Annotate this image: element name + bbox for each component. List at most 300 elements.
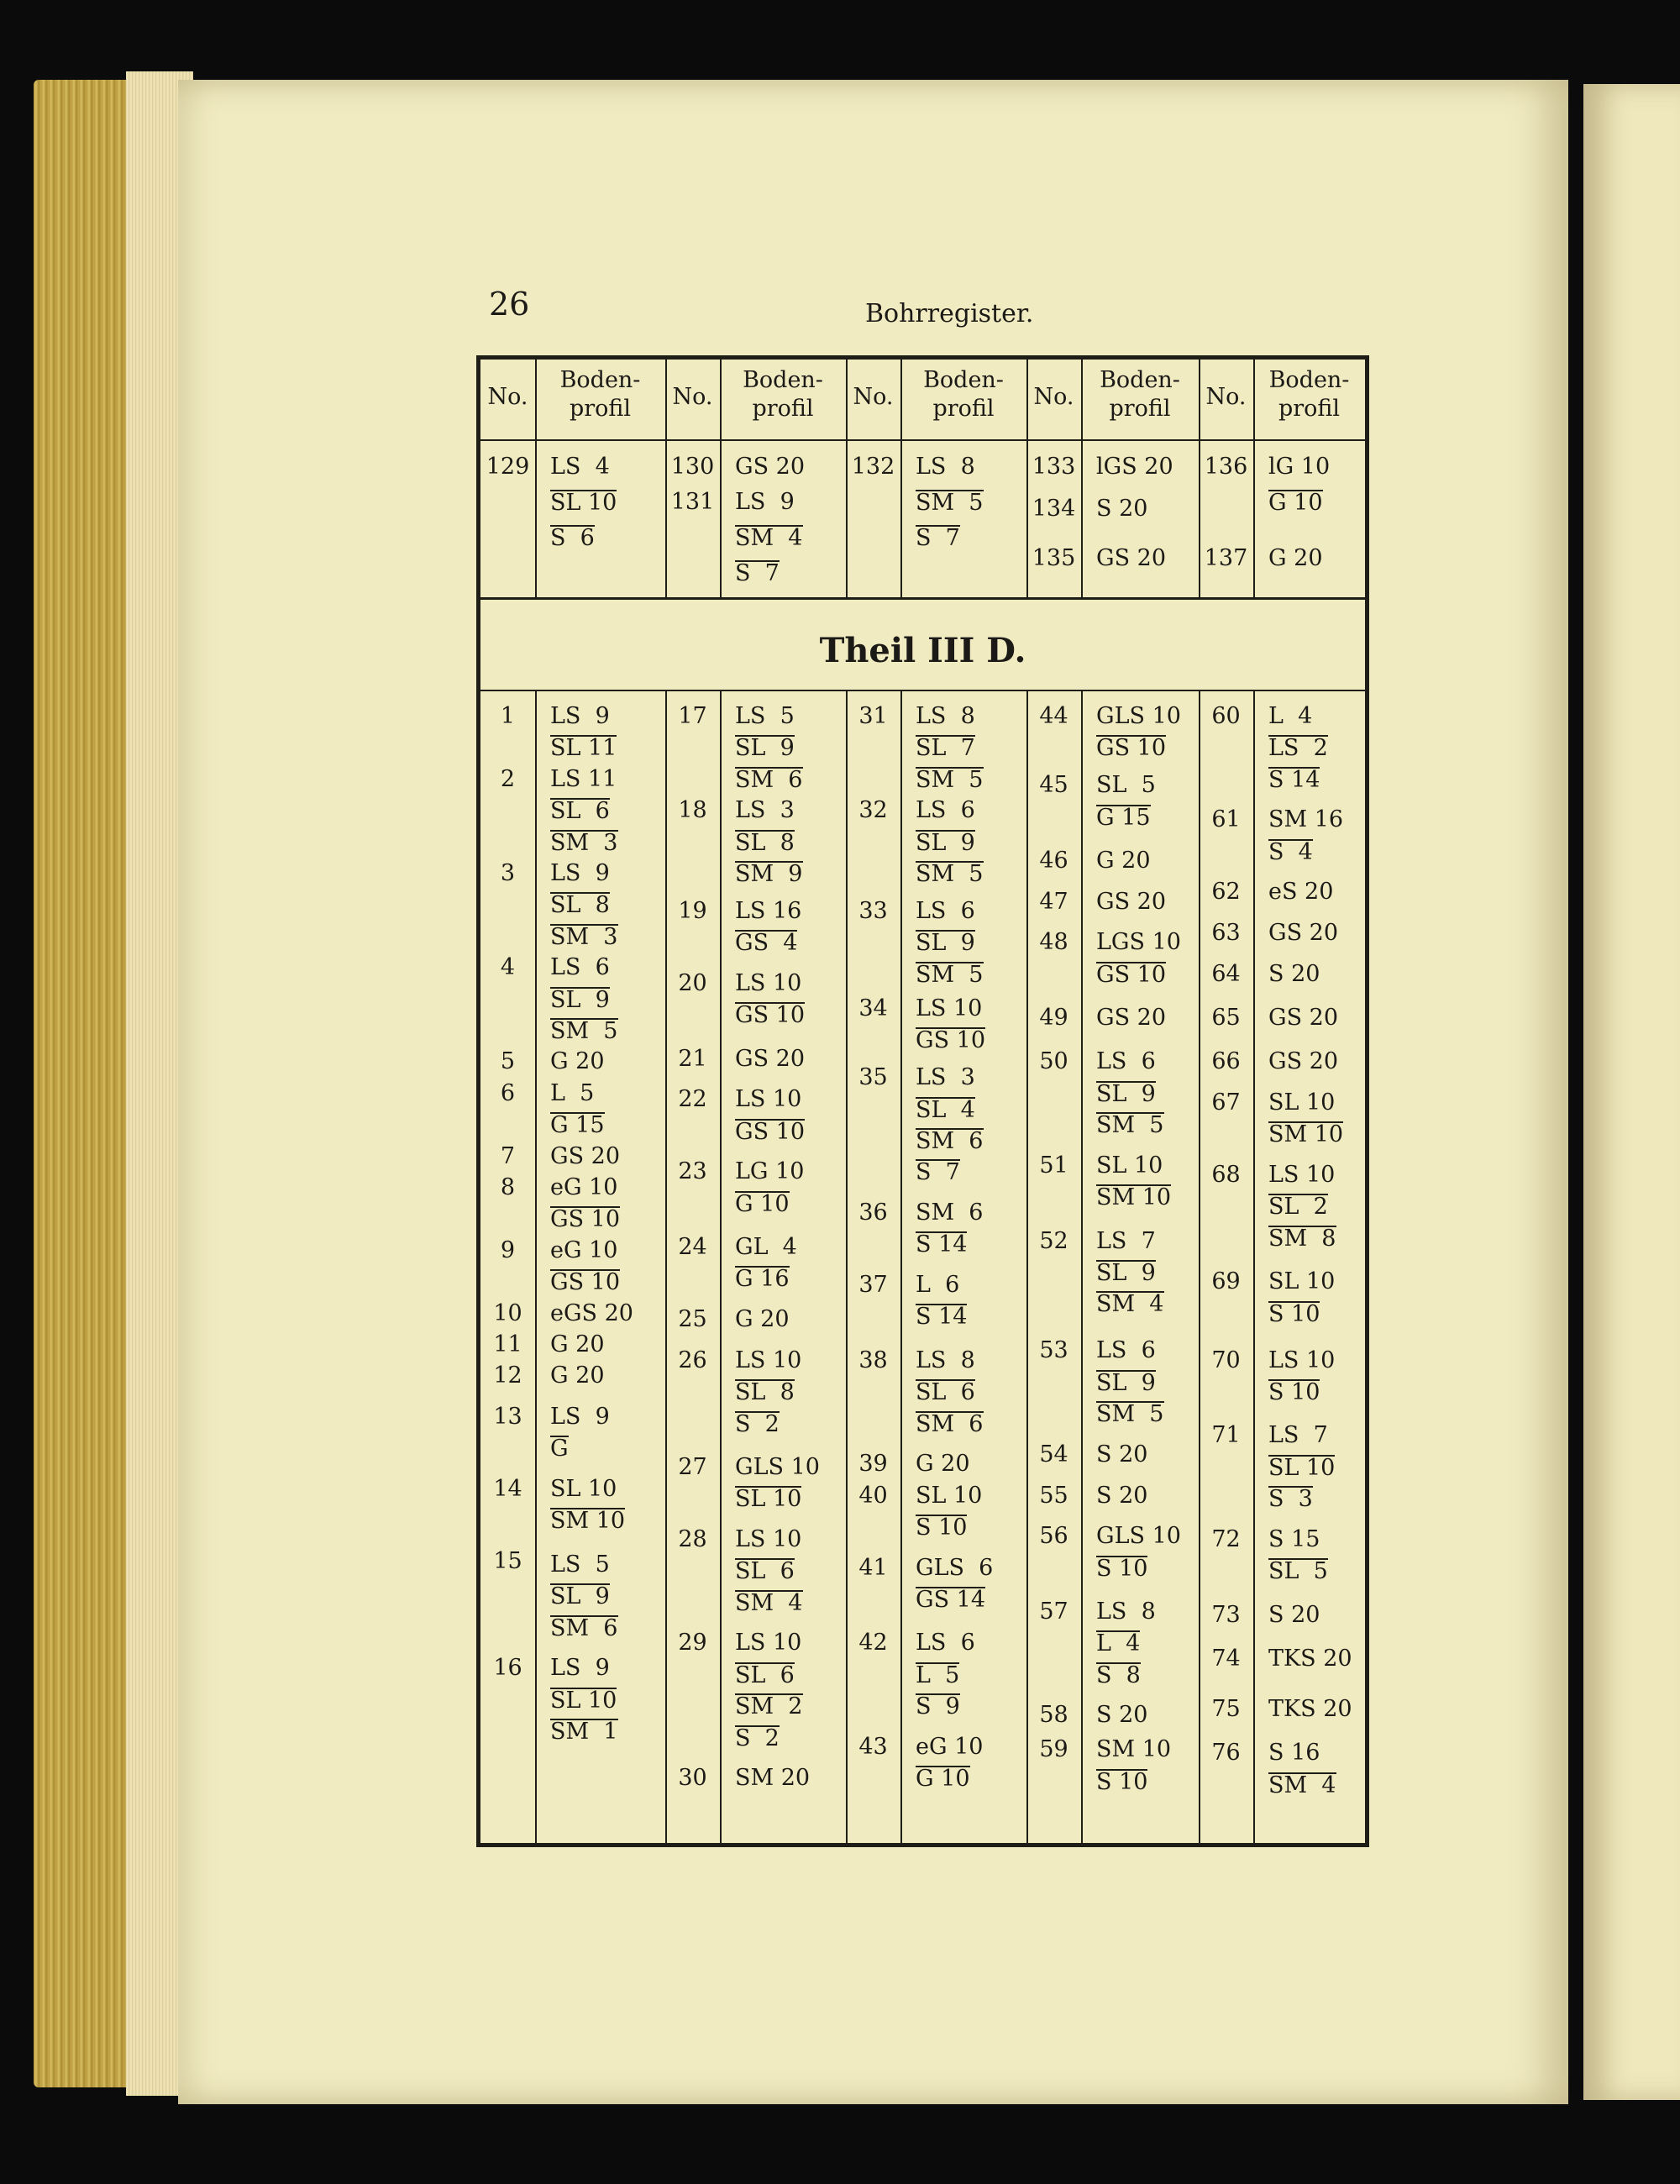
profile-fraction-line: GS 10 — [1096, 735, 1167, 762]
soil-profile: LS 11 — [550, 765, 617, 792]
profile-fraction-line: S 10 — [1096, 1555, 1148, 1582]
profile-fraction-line: SM 5 — [916, 861, 984, 887]
soil-profile — [916, 767, 984, 793]
soil-profile: lGS 20 — [1096, 454, 1173, 480]
boring-number: 76 — [1211, 1740, 1241, 1767]
profile-fraction-line: SL 6 — [735, 1662, 795, 1688]
boring-number: 38 — [858, 1347, 888, 1373]
section-title: Theil III D. — [819, 631, 1026, 670]
running-head: Bohrregister. — [865, 299, 1034, 328]
boring-number: 75 — [1211, 1695, 1241, 1722]
soil-profile — [916, 1027, 985, 1053]
soil-profile: LS 10 — [735, 1086, 802, 1113]
boring-number: 69 — [1211, 1268, 1241, 1295]
profile-fraction-line: S 14 — [916, 1304, 968, 1331]
soil-profile — [916, 1587, 985, 1613]
soil-profile: G 20 — [916, 1451, 970, 1478]
soil-profile: LS 6 — [916, 897, 975, 924]
profile-fraction-line: SL 11 — [550, 735, 617, 762]
section-rule — [480, 690, 1365, 691]
boring-number: 62 — [1211, 879, 1241, 906]
soil-profile — [735, 1558, 795, 1584]
boring-number: 32 — [858, 797, 888, 824]
profile-fraction-line: S 10 — [1096, 1768, 1148, 1795]
soil-profile — [735, 735, 795, 761]
soil-profile: LS 3 — [916, 1064, 975, 1091]
soil-profile: LS 6 — [916, 1630, 975, 1656]
profile-fraction-line: S 10 — [916, 1514, 968, 1541]
soil-profile: L 4 — [1268, 703, 1313, 729]
soil-profile — [916, 490, 984, 516]
profile-fraction-line: SM 3 — [550, 923, 618, 950]
soil-profile: LS 6 — [550, 954, 610, 981]
boring-number: 134 — [1032, 496, 1076, 522]
profile-fraction-line: SL 5 — [1268, 1558, 1328, 1585]
soil-profile: LS 9 — [550, 703, 610, 729]
soil-profile: GS 20 — [1096, 545, 1167, 572]
boring-number: 67 — [1211, 1089, 1241, 1116]
profile-fraction-line: SL 8 — [550, 892, 610, 919]
soil-profile: LS 10 — [1268, 1162, 1336, 1189]
boring-number: 18 — [678, 797, 707, 824]
soil-profile: GS 20 — [550, 1142, 621, 1169]
boring-number: 14 — [493, 1476, 522, 1503]
soil-profile: GS 20 — [735, 1045, 806, 1072]
soil-profile: TKS 20 — [1268, 1646, 1352, 1672]
boring-number: 61 — [1211, 806, 1241, 833]
profile-fraction-line: SL 9 — [916, 829, 975, 856]
soil-profile — [916, 930, 975, 956]
soil-profile — [550, 924, 618, 950]
soil-profile — [735, 1266, 790, 1292]
profile-fraction-line: SM 3 — [550, 829, 618, 856]
soil-profile — [916, 1304, 967, 1330]
boring-number: 72 — [1211, 1525, 1241, 1552]
boring-number: 16 — [493, 1655, 522, 1682]
soil-profile — [550, 798, 610, 824]
profile-fraction-line: S 14 — [1268, 766, 1320, 793]
soil-profile — [1268, 1194, 1328, 1220]
soil-profile: LS 16 — [735, 897, 802, 924]
soil-profile: GLS 6 — [916, 1554, 994, 1581]
soil-profile — [1096, 1370, 1156, 1396]
soil-profile — [916, 1128, 984, 1154]
boring-number: 63 — [1211, 920, 1241, 947]
soil-profile: G 20 — [550, 1362, 605, 1389]
soil-profile: LS 8 — [916, 1347, 975, 1373]
boring-number: 130 — [670, 454, 715, 480]
soil-profile — [1268, 1379, 1320, 1405]
soil-profile — [550, 1206, 620, 1232]
top-block-rule — [480, 597, 1365, 600]
boring-number: 13 — [493, 1404, 522, 1431]
boring-number: 15 — [493, 1548, 522, 1575]
profile-fraction-line: SL 6 — [916, 1379, 975, 1406]
soil-profile: SL 10 — [550, 1476, 617, 1503]
soil-profile — [1268, 1772, 1336, 1798]
profile-fraction-line: SM 10 — [550, 1508, 626, 1535]
soil-profile — [1268, 1121, 1343, 1147]
soil-profile: GLS 10 — [1096, 1523, 1181, 1550]
profile-fraction-line: SM 4 — [1096, 1291, 1164, 1318]
soil-profile — [735, 1590, 803, 1616]
column-header: No. — [487, 384, 528, 410]
soil-profile — [735, 830, 795, 856]
column-header: No. — [672, 384, 713, 410]
soil-profile — [1096, 1081, 1156, 1107]
soil-profile: eG 10 — [550, 1236, 618, 1263]
boring-number: 21 — [678, 1045, 707, 1072]
soil-profile: G 20 — [735, 1306, 790, 1333]
soil-profile — [550, 1615, 618, 1641]
soil-profile — [550, 1112, 605, 1138]
soil-profile — [916, 1379, 975, 1405]
soil-profile — [735, 930, 797, 956]
profile-fraction-line: SL 8 — [735, 1379, 795, 1406]
profile-fraction-line: SL 8 — [735, 829, 795, 856]
column-rule — [665, 690, 667, 1843]
soil-profile: GS 20 — [1268, 920, 1339, 947]
column-rule — [1081, 690, 1083, 1843]
soil-profile: GL 4 — [735, 1234, 797, 1261]
boring-number: 26 — [678, 1347, 707, 1373]
boring-number: 33 — [858, 897, 888, 924]
boring-number: 71 — [1211, 1422, 1241, 1449]
soil-profile — [916, 1411, 984, 1437]
profile-fraction-line: GS 10 — [735, 1002, 806, 1029]
boring-number: 50 — [1039, 1048, 1068, 1075]
boring-number: 42 — [858, 1630, 888, 1656]
soil-profile — [1268, 1226, 1336, 1252]
boring-number: 54 — [1039, 1441, 1068, 1467]
column-rule — [720, 690, 722, 1843]
soil-profile: SL 10 — [1268, 1089, 1336, 1116]
profile-fraction-line: SL 9 — [1096, 1080, 1156, 1107]
profile-fraction-line: SL 9 — [550, 1583, 610, 1610]
boring-number: 136 — [1204, 454, 1248, 480]
column-header: Boden- profil — [1100, 367, 1180, 422]
soil-profile — [1096, 1630, 1140, 1656]
profile-fraction-line: S 10 — [1268, 1379, 1320, 1406]
soil-profile: SL 10 — [1096, 1152, 1163, 1179]
soil-profile: S 20 — [1096, 1441, 1148, 1467]
soil-profile — [1268, 1486, 1313, 1512]
soil-profile — [550, 830, 618, 856]
column-header: Boden- profil — [923, 367, 1004, 422]
soil-profile: LS 4 — [550, 454, 610, 480]
boring-number: 45 — [1039, 772, 1068, 799]
boring-number: 4 — [500, 954, 516, 981]
soil-profile: LS 10 — [735, 1347, 802, 1373]
soil-profile: GS 20 — [1268, 1048, 1339, 1075]
profile-fraction-line: LS 2 — [1268, 735, 1328, 762]
column-header: Boden- profil — [743, 367, 823, 422]
profile-fraction-line: SM 6 — [735, 766, 803, 793]
boring-number: 28 — [678, 1525, 707, 1552]
soil-profile — [1096, 805, 1151, 831]
profile-fraction-line: SM 4 — [735, 1589, 803, 1616]
profile-fraction-line: S 8 — [1096, 1662, 1141, 1688]
soil-profile: S 20 — [1268, 1601, 1320, 1628]
soil-profile: SM 10 — [1096, 1736, 1172, 1763]
header-rule — [480, 439, 1365, 441]
soil-profile: LS 5 — [735, 703, 795, 729]
soil-profile: LS 6 — [1096, 1337, 1156, 1364]
boring-number: 20 — [678, 969, 707, 996]
boring-number: 30 — [678, 1765, 707, 1792]
soil-profile — [1096, 1112, 1164, 1138]
soil-profile — [1268, 1455, 1335, 1481]
soil-profile: GS 20 — [1096, 1005, 1167, 1032]
boring-number: 5 — [500, 1048, 516, 1075]
soil-profile — [1096, 1260, 1156, 1286]
soil-profile — [550, 1269, 620, 1295]
boring-number: 137 — [1204, 545, 1248, 572]
boring-number: 9 — [500, 1236, 516, 1263]
soil-profile — [916, 1766, 970, 1792]
column-header: Boden- profil — [1268, 367, 1350, 422]
soil-profile: GLS 10 — [1096, 703, 1181, 729]
boring-number: 74 — [1211, 1646, 1241, 1672]
soil-profile: G 20 — [1268, 545, 1323, 572]
boring-number: 43 — [858, 1733, 888, 1760]
boring-number: 52 — [1039, 1227, 1068, 1254]
soil-profile: lG 10 — [1268, 454, 1331, 480]
boring-number: 132 — [851, 454, 895, 480]
soil-profile: LS 8 — [916, 703, 975, 729]
boring-number: 68 — [1211, 1162, 1241, 1189]
boring-number: 41 — [858, 1554, 888, 1581]
soil-profile — [735, 767, 803, 793]
soil-profile — [550, 490, 617, 516]
soil-profile: LS 10 — [1268, 1347, 1336, 1373]
soil-profile: S 20 — [1096, 1702, 1148, 1729]
soil-profile — [735, 1411, 780, 1437]
boring-number: 47 — [1039, 888, 1068, 915]
profile-fraction-line: SM 2 — [735, 1693, 803, 1720]
boring-number: 70 — [1211, 1347, 1241, 1373]
profile-fraction-line: SM 5 — [550, 1018, 618, 1044]
boring-number: 22 — [678, 1086, 707, 1113]
boring-number: 23 — [678, 1158, 707, 1185]
boring-number: 1 — [500, 703, 516, 729]
boring-number: 64 — [1211, 960, 1241, 987]
soil-profile: S 20 — [1096, 496, 1148, 522]
soil-profile: S 20 — [1268, 960, 1320, 987]
soil-profile: eS 20 — [1268, 879, 1334, 906]
soil-profile: SL 5 — [1096, 772, 1156, 799]
soil-profile — [735, 1693, 803, 1719]
soil-profile — [735, 560, 780, 586]
soil-profile: GLS 10 — [735, 1453, 820, 1480]
boring-number: 135 — [1032, 545, 1076, 572]
soil-profile — [735, 1486, 801, 1512]
bohrregister-table — [476, 355, 1369, 1847]
profile-fraction-line: G 10 — [735, 1190, 790, 1217]
profile-fraction-line: SM 5 — [916, 490, 984, 516]
soil-profile — [550, 735, 617, 761]
profile-fraction-line: SL 6 — [735, 1558, 795, 1585]
soil-profile: GS 20 — [1268, 1005, 1339, 1032]
soil-profile — [1096, 962, 1166, 988]
boring-number: 36 — [858, 1199, 888, 1226]
boring-number: 48 — [1039, 929, 1068, 956]
boring-number: 31 — [858, 703, 888, 729]
column-header: No. — [853, 384, 894, 410]
boring-number: 131 — [670, 489, 715, 515]
profile-fraction-line: S 2 — [735, 1410, 780, 1437]
boring-number: 133 — [1032, 454, 1076, 480]
profile-fraction-line: GS 4 — [735, 930, 798, 957]
profile-fraction-line: S 6 — [550, 525, 595, 551]
profile-fraction-line: GS 10 — [916, 1027, 986, 1054]
boring-number: 60 — [1211, 703, 1241, 729]
soil-profile: LS 9 — [550, 1655, 610, 1682]
soil-profile — [916, 1693, 960, 1719]
profile-fraction-line: S 4 — [1268, 838, 1313, 865]
boring-number: 29 — [678, 1630, 707, 1656]
boring-number: 39 — [858, 1451, 888, 1478]
column-rule — [900, 690, 902, 1843]
profile-fraction-line: SM 1 — [550, 1719, 618, 1746]
soil-profile — [735, 1379, 795, 1405]
soil-profile: LS 10 — [735, 1525, 802, 1552]
soil-profile: G 20 — [550, 1048, 605, 1075]
profile-fraction-line: S 7 — [735, 560, 780, 586]
profile-fraction-line: SL 9 — [916, 930, 975, 957]
soil-profile — [1096, 1769, 1147, 1795]
boring-number: 56 — [1039, 1523, 1068, 1550]
soil-profile — [916, 1231, 967, 1257]
profile-fraction-line: SM 10 — [1268, 1121, 1344, 1148]
profile-fraction-line: G 10 — [1268, 490, 1323, 516]
profile-fraction-line: SL 2 — [1268, 1194, 1328, 1221]
boring-number: 55 — [1039, 1482, 1068, 1509]
soil-profile — [550, 1018, 618, 1044]
soil-profile: SL 10 — [916, 1482, 983, 1509]
profile-fraction-line: G 10 — [916, 1766, 970, 1793]
soil-profile: LS 3 — [735, 797, 795, 824]
boring-number: 25 — [678, 1306, 707, 1333]
boring-number: 129 — [486, 454, 530, 480]
next-page-edge — [1583, 84, 1680, 2100]
soil-profile — [550, 1719, 618, 1745]
boring-number: 44 — [1039, 703, 1068, 729]
profile-fraction-line: S 2 — [735, 1725, 780, 1751]
profile-fraction-line: GS 14 — [916, 1586, 986, 1613]
boring-number: 3 — [500, 860, 516, 886]
profile-fraction-line: SM 5 — [916, 766, 984, 793]
profile-fraction-line: GS 10 — [550, 1269, 621, 1296]
soil-profile: LS 10 — [735, 969, 802, 996]
column-header: No. — [1205, 384, 1247, 410]
profile-fraction-line: SL 9 — [1096, 1259, 1156, 1286]
profile-fraction-line: SM 4 — [735, 525, 803, 551]
soil-profile: G 20 — [550, 1331, 605, 1357]
boring-number: 59 — [1039, 1736, 1068, 1763]
boring-number: 73 — [1211, 1601, 1241, 1628]
soil-profile: LS 9 — [550, 860, 610, 886]
soil-profile — [916, 1159, 960, 1185]
soil-profile: LS 6 — [916, 797, 975, 824]
soil-profile: LS 7 — [1268, 1422, 1328, 1449]
soil-profile: LG 10 — [735, 1158, 805, 1185]
soil-profile — [735, 1662, 795, 1688]
soil-profile: SM 20 — [735, 1765, 811, 1792]
soil-profile — [550, 987, 610, 1013]
profile-fraction-line: S 3 — [1268, 1486, 1313, 1513]
soil-profile — [916, 861, 984, 887]
soil-profile — [916, 1097, 975, 1123]
soil-profile — [916, 1662, 959, 1688]
soil-profile: LS 5 — [550, 1551, 610, 1578]
soil-profile — [1268, 839, 1313, 865]
soil-profile — [550, 1583, 610, 1609]
profile-fraction-line: SM 4 — [1268, 1772, 1336, 1798]
soil-profile: S 16 — [1268, 1740, 1320, 1767]
soil-profile: L 6 — [916, 1271, 960, 1298]
soil-profile: SL 10 — [1268, 1268, 1336, 1295]
boring-number: 6 — [500, 1079, 516, 1106]
boring-number: 11 — [493, 1331, 522, 1357]
profile-fraction-line: SL 9 — [1096, 1369, 1156, 1396]
boring-number: 12 — [493, 1362, 522, 1389]
soil-profile — [1268, 767, 1320, 793]
soil-profile — [1268, 490, 1323, 516]
boring-number: 65 — [1211, 1005, 1241, 1032]
boring-number: 66 — [1211, 1048, 1241, 1075]
soil-profile — [916, 735, 975, 761]
boring-number: 10 — [493, 1299, 522, 1326]
profile-fraction-line: SM 6 — [916, 1410, 984, 1437]
soil-profile: LS 9 — [550, 1404, 610, 1431]
profile-fraction-line: G 16 — [735, 1266, 790, 1293]
soil-profile — [1096, 1291, 1164, 1317]
profile-fraction-line: SL 9 — [550, 986, 610, 1013]
boring-number: 17 — [678, 703, 707, 729]
profile-fraction-line: SM 5 — [916, 961, 984, 988]
soil-profile — [1096, 1556, 1147, 1582]
profile-fraction-line: SM 5 — [1096, 1401, 1164, 1428]
boring-number: 34 — [858, 995, 888, 1021]
profile-fraction-line: SM 6 — [550, 1614, 618, 1641]
soil-profile — [550, 1508, 625, 1534]
soil-profile — [1096, 1662, 1141, 1688]
boring-number: 37 — [858, 1271, 888, 1298]
soil-profile — [1268, 1558, 1328, 1584]
soil-profile — [916, 525, 960, 551]
profile-fraction-line: SM 8 — [1268, 1225, 1336, 1252]
soil-profile — [735, 1002, 805, 1028]
boring-number: 57 — [1039, 1598, 1068, 1625]
profile-fraction-line: SL 7 — [916, 735, 975, 762]
soil-profile — [550, 892, 610, 918]
soil-profile: eGS 20 — [550, 1299, 633, 1326]
profile-fraction-line: GS 10 — [550, 1206, 621, 1233]
profile-fraction-line: G 15 — [550, 1112, 605, 1139]
profile-fraction-line: S 7 — [916, 525, 960, 551]
profile-fraction-line: S 14 — [916, 1231, 968, 1258]
soil-profile: LS 6 — [1096, 1048, 1156, 1075]
column-header: Boden- profil — [559, 367, 641, 422]
soil-profile — [550, 525, 595, 551]
soil-profile: SM 16 — [1268, 806, 1344, 833]
soil-profile: G 20 — [1096, 848, 1151, 874]
soil-profile: LS 8 — [916, 454, 975, 480]
soil-profile: GS 20 — [735, 454, 806, 480]
profile-fraction-line: SL 6 — [550, 798, 610, 825]
column-rule — [1253, 690, 1255, 1843]
